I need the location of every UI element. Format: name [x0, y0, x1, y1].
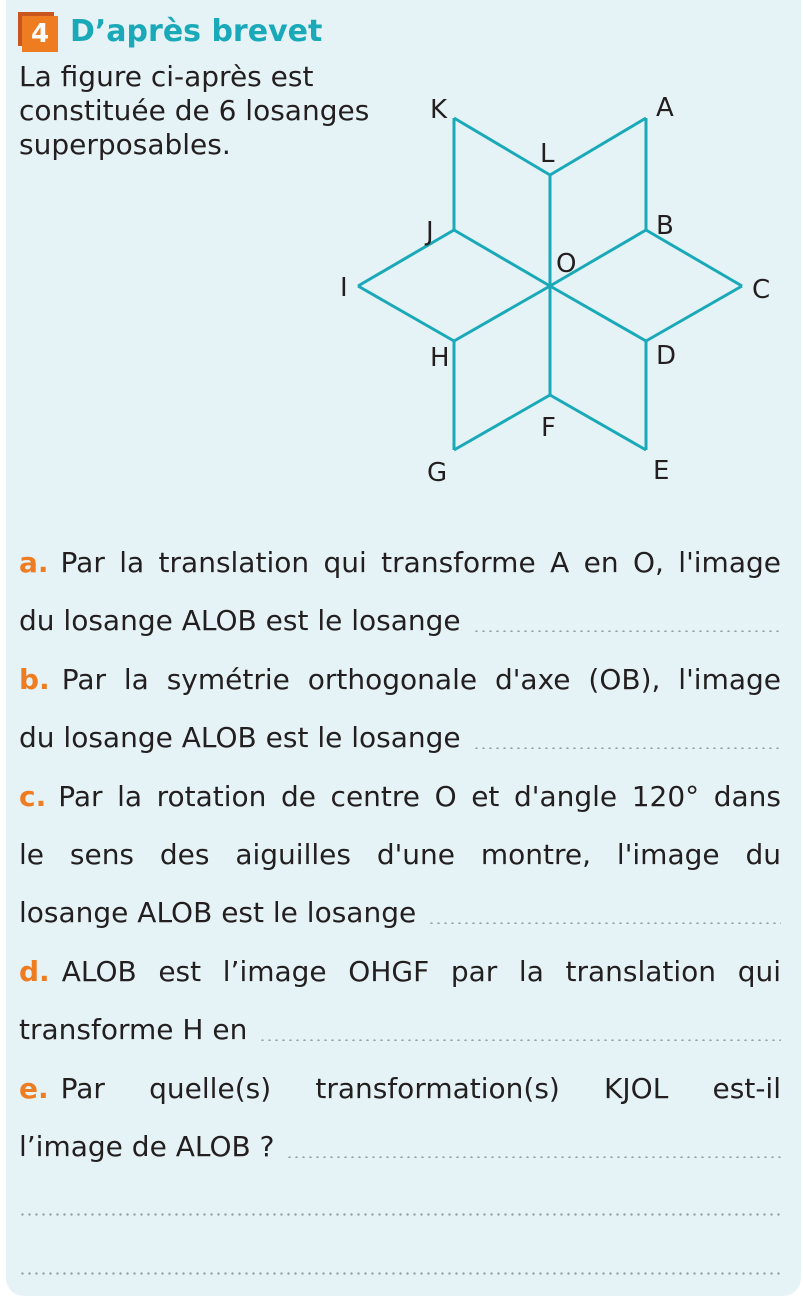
segment-HO: [454, 286, 550, 341]
answer-blank[interactable]: [286, 1156, 781, 1158]
label-C: C: [752, 275, 771, 305]
question-b: [19, 651, 781, 767]
label-A: A: [656, 93, 674, 123]
question-text: Par la translation qui transforme A en O, l'image: [60, 546, 781, 579]
question-a: [19, 534, 781, 650]
segment-GF: [454, 395, 550, 450]
label-I: I: [340, 273, 348, 303]
segment-AL: [550, 118, 646, 175]
segment-CD: [646, 286, 742, 341]
question-d: [19, 943, 781, 1059]
question-letter: d.: [19, 955, 50, 988]
question-text: Par la symétrie orthogonale d'axe (OB), l'image: [61, 663, 781, 696]
question-text: l’image de ALOB ?: [19, 1130, 275, 1163]
question-letter: a.: [19, 546, 49, 579]
question-text: Par quelle(s) transformation(s) KJOL est-il: [60, 1072, 781, 1105]
intro-line: constituée de 6 losanges: [19, 94, 370, 127]
question-text: le sens des aiguilles d'une montre, l'image du: [19, 838, 781, 871]
label-K: K: [430, 95, 448, 125]
question-letter: b.: [19, 663, 50, 696]
question-text: Par la rotation de centre O et d'angle 120° dans: [58, 780, 781, 813]
exercise-title: D’après brevet: [70, 14, 323, 49]
segment-JI: [358, 230, 454, 286]
rhombus-figure: [330, 80, 800, 500]
segment-KL: [454, 118, 550, 175]
exercise-number-badge: 4: [22, 16, 58, 52]
intro-line: La figure ci-après est: [19, 60, 314, 93]
answer-blank[interactable]: [428, 922, 781, 924]
label-F: F: [541, 413, 556, 443]
label-J: J: [426, 217, 434, 247]
answer-blank[interactable]: [473, 747, 781, 749]
intro-line: superposables.: [19, 128, 231, 161]
question-text: du losange ALOB est le losange: [19, 604, 461, 637]
question-text: du losange ALOB est le losange: [19, 721, 461, 754]
label-H: H: [430, 343, 450, 373]
question-c: [19, 768, 781, 942]
label-O: O: [556, 249, 577, 279]
label-G: G: [427, 458, 448, 488]
question-text: losange ALOB est le losange: [19, 896, 417, 929]
answer-blank[interactable]: [473, 630, 781, 632]
question-letter: e.: [19, 1072, 49, 1105]
label-E: E: [653, 456, 670, 486]
question-e: [19, 1060, 781, 1176]
answer-line[interactable]: [19, 1213, 781, 1216]
label-L: L: [540, 139, 555, 169]
segment-IH: [358, 286, 454, 341]
segment-JO: [454, 230, 550, 286]
label-D: D: [656, 341, 677, 371]
question-text: ALOB est l’image OHGF par la translation qui: [61, 955, 781, 988]
question-text: transforme H en: [19, 1013, 248, 1046]
label-B: B: [656, 211, 674, 241]
answer-line[interactable]: [19, 1272, 781, 1275]
segment-EF: [550, 395, 646, 450]
segment-DO: [550, 286, 646, 341]
answer-blank[interactable]: [259, 1039, 781, 1041]
question-letter: c.: [19, 780, 47, 813]
